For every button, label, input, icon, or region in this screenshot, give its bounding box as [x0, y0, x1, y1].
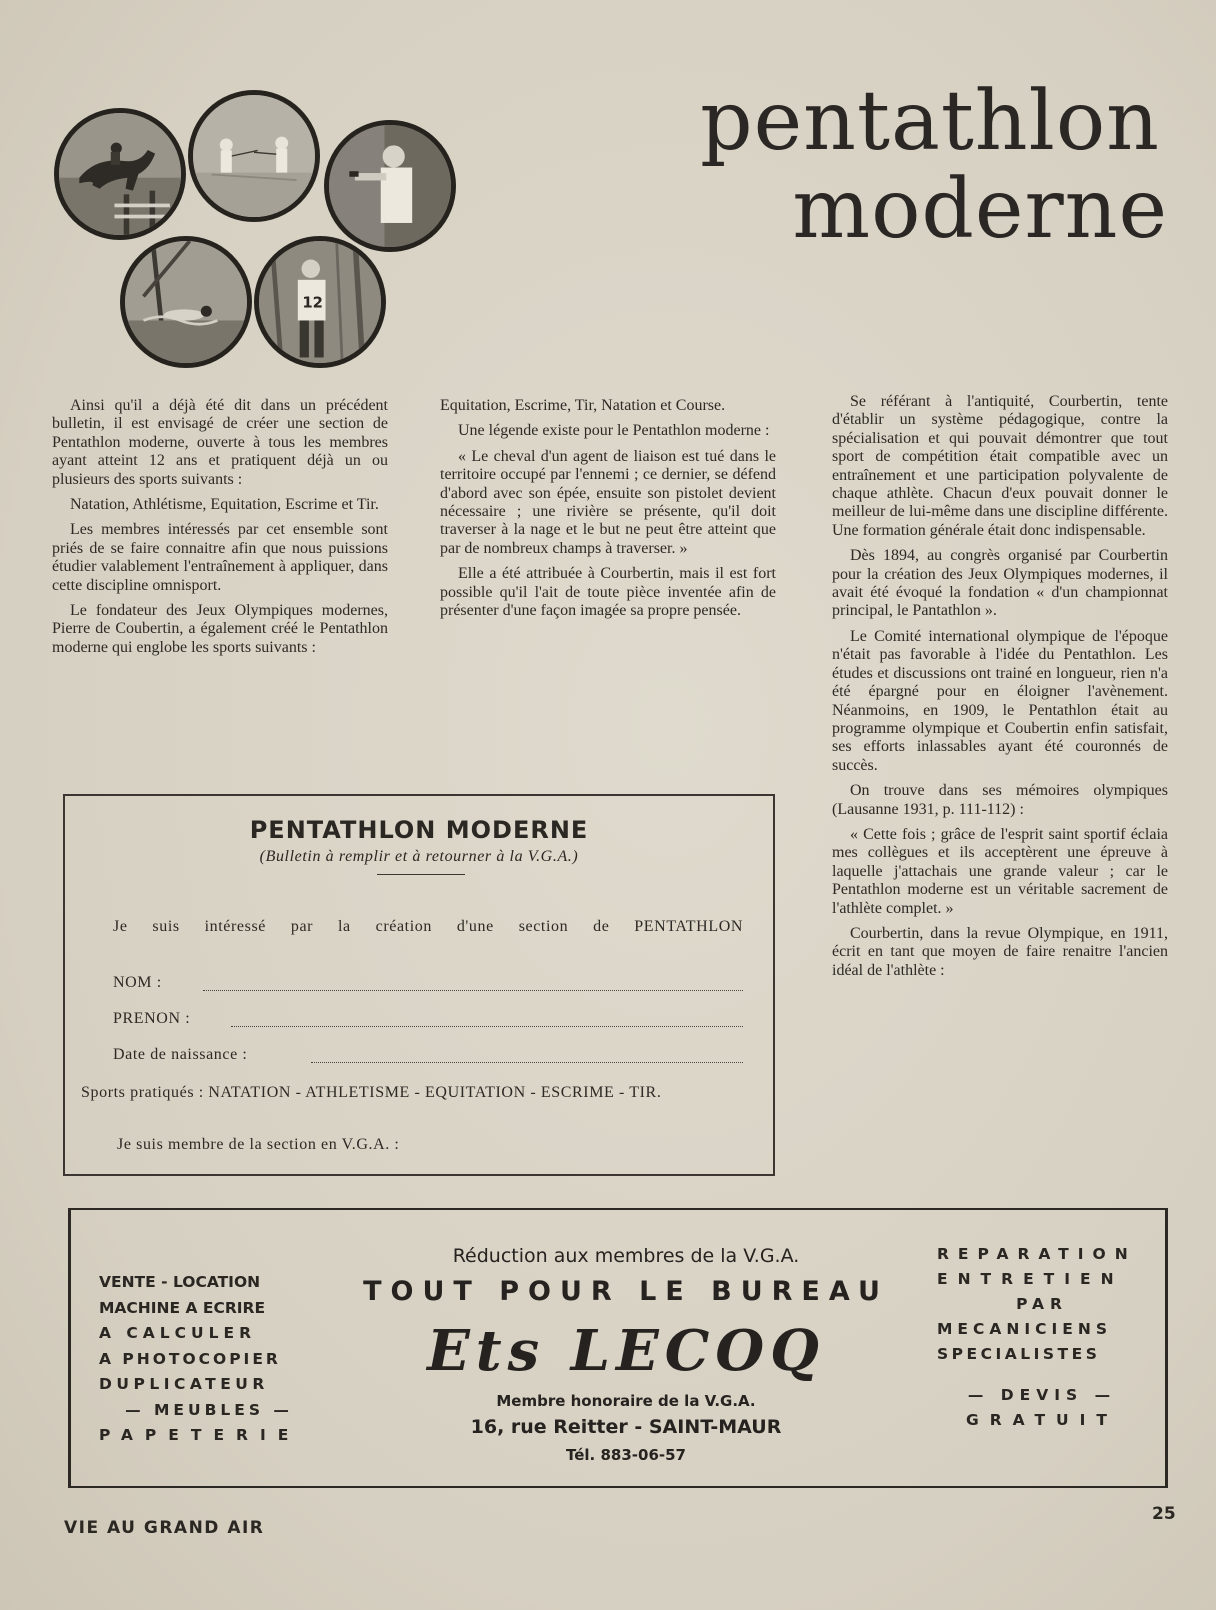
ad-right-line: REPARATION [937, 1245, 1137, 1263]
ad-right-line: ENTRETIEN [937, 1270, 1124, 1288]
ad-right-line: PAR [1016, 1295, 1068, 1313]
form-nom-label: NOM : [113, 974, 162, 991]
date-field[interactable] [311, 1062, 743, 1063]
registration-form [63, 794, 775, 1176]
ad-right-line: SPECIALISTES [937, 1345, 1101, 1363]
form-membre-line: Je suis membre de la section en V.G.A. : [117, 1136, 400, 1153]
ad-right-line: MECANICIENS [937, 1320, 1112, 1338]
paragraph: Se référant à l'antiquité, Courbertin, tente d'établir un système pédagogique, contre la spécialisation et qui pouvait démontrer que tout sport de compétition était compatible avec un entraînement et une participation polyvalente de chaque athlète. Chacun d'eux pouvait donner le meilleur de lui-même dans une discipline différente. Une formation générale était donc indispensable. [832, 393, 1168, 539]
paragraph: Equitation, Escrime, Tir, Natation et Course. [440, 397, 726, 414]
paragraph: Elle a été attribuée à Courbertin, mais il est fort possible qu'il l'ait de toute pièce inventée afin de présenter d'une façon imagée sa propre pensée. [440, 565, 776, 620]
paragraph: « Le cheval d'un agent de liaison est tué dans le territoire occupé par l'ennemi ; ce dernier, se défend d'abord avec son épée, ensuite son pistolet devient nécessaire ; une rivière se présente, qu'il doit traverser à la nage et le but ne peut être atteint que par de nombreux champs à traverser. » [440, 447, 776, 557]
article-column-2 [440, 397, 776, 627]
paragraph: Le fondateur des Jeux Olympiques modernes, Pierre de Coubertin, a également créé le Pentathlon moderne qui englobe les sports suivants : [52, 602, 388, 656]
ad-left-line: A CALCULER [99, 1324, 257, 1342]
form-sports-line: Sports pratiqués : NATATION - ATHLETISME - EQUITATION - ESCRIME - TIR. [81, 1084, 662, 1101]
ad-left-line: DUPLICATEUR [99, 1375, 269, 1393]
paragraph: Le Comité international olympique de l'époque n'était pas favorable à l'idée du Pentathlon. Les études et discussions ont trainé en longueur, rien n'a été épargné pour en éloigner l'avènement. Néanmoins, en 1909, le Pentathlon était au programme olympique et Coubertin enfin satisfait, ses efforts inlassables ayant été couronnés de succès. [832, 627, 1168, 774]
title-line-2: moderne [792, 162, 1168, 257]
form-subtitle: (Bulletin à remplir et à retourner à la V.G.A.) [259, 848, 579, 865]
form-interest-line: Je suis intéressé par la création d'une section de PENTATHLON [113, 918, 743, 935]
paragraph: Une légende existe pour le Pentathlon moderne : [458, 422, 770, 440]
form-divider [377, 874, 465, 875]
olympic-photo-rings [54, 90, 464, 372]
paragraph: Ainsi qu'il a déjà été dit dans un précédent bulletin, il est envisagé de créer une section de Pentathlon moderne, ouverte à tous les membres ayant atteint 12 ans et pratiquent déjà un ou plusieurs des sports suivants : [52, 397, 388, 488]
paragraph: Les membres intéressés par cet ensemble sont priés de se faire connaitre afin que nous puissions étudier valablement l'entraînement à appliquer, dans cette discipline omnisport. [52, 521, 388, 594]
lecoq-advertisement [68, 1208, 1168, 1488]
ad-left-line: — MEUBLES — [125, 1400, 293, 1419]
ad-phone: Tél. 883-06-57 [566, 1446, 686, 1464]
ad-tagline: TOUT POUR LE BUREAU [363, 1276, 889, 1307]
running-photo [254, 236, 386, 368]
ad-devis: — DEVIS — [967, 1386, 1117, 1404]
title-line-1: pentathlon [700, 74, 1160, 169]
magazine-name: VIE AU GRAND AIR [64, 1518, 265, 1538]
form-date-label: Date de naissance : [113, 1046, 248, 1063]
ad-reduction: Réduction aux membres de la V.G.A. [452, 1245, 800, 1267]
paragraph: Natation, Athlétisme, Equitation, Escrime et Tir. [70, 496, 379, 514]
fencing-photo [188, 90, 320, 222]
ad-left-line: PAPETERIE [99, 1426, 301, 1444]
nom-field[interactable] [203, 990, 743, 991]
paragraph: Courbertin, dans la revue Olympique, en 1911, écrit en tant que moyen de faire renaitre l'ancien idéal de l'athlète : [832, 924, 1168, 979]
page-number: 25 [1152, 1504, 1176, 1524]
ad-gratuit: GRATUIT [966, 1411, 1118, 1429]
paragraph: On trouve dans ses mémoires olympiques (Lausanne 1931, p. 111-112) : [832, 782, 1168, 818]
equestrian-photo [54, 108, 186, 240]
ad-services-left [99, 1270, 319, 1449]
prenom-field[interactable] [231, 1026, 743, 1027]
ad-services-right [937, 1242, 1147, 1433]
paragraph: « Cette fois ; grâce de l'esprit saint sportif éclaia mes collègues et ils acceptèrent une épreuve à laquelle j'attachais une grande valeur ; car le Pentathlon moderne est un véritable sacrement de l'athlète complet. » [832, 825, 1168, 917]
paragraph: Dès 1894, au congrès organisé par Courbertin pour la création des Jeux Olympiques modernes, il avait été évoqué la fondation « d'un championnat principal, le Pantathlon ». [832, 547, 1168, 620]
form-prenom-label: PRENON : [113, 1010, 191, 1027]
shooting-photo [324, 120, 456, 252]
ad-company-name: Ets LECOQ [427, 1318, 825, 1384]
article-title [700, 74, 1168, 257]
article-column-3 [832, 393, 1168, 987]
ad-left-line: MACHINE A ECRIRE [99, 1298, 266, 1317]
swimming-photo [120, 236, 252, 368]
form-title: PENTATHLON MODERNE [249, 816, 589, 844]
runner-bib-number: 12 [302, 294, 323, 312]
ad-address: 16, rue Reitter - SAINT-MAUR [470, 1416, 782, 1438]
ad-left-line: VENTE - LOCATION [99, 1273, 261, 1291]
article-column-1 [52, 397, 388, 664]
ad-left-line: A PHOTOCOPIER [99, 1349, 281, 1368]
ad-membre: Membre honoraire de la V.G.A. [496, 1392, 756, 1410]
